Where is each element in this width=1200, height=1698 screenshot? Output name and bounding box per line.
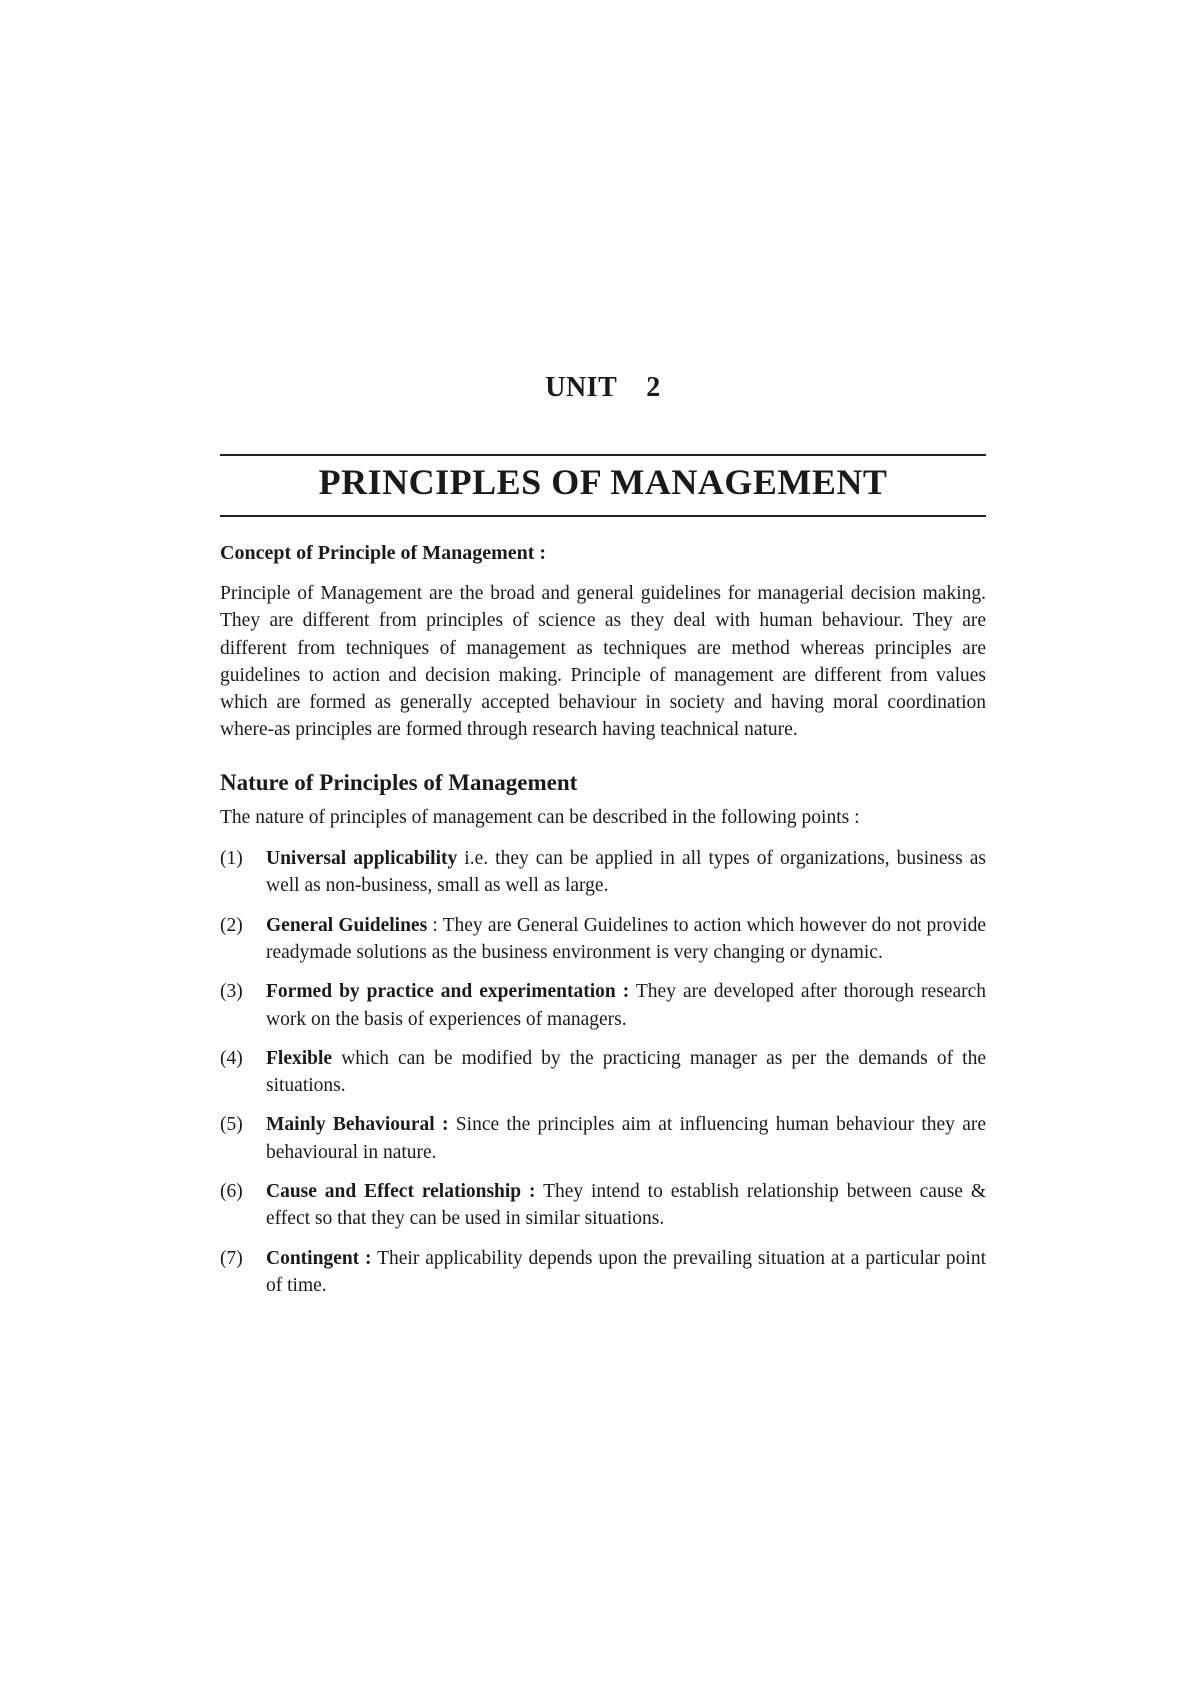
list-item	[220, 1111, 986, 1166]
point-number: (1)	[220, 848, 243, 870]
point-number: (2)	[220, 914, 243, 936]
title-rule-bottom	[220, 515, 986, 517]
point-text: : They are General Guidelines to action which however do not provide readymade solutions as the business environment is very changing or dynamic.	[266, 914, 987, 963]
point-number: (3)	[220, 981, 243, 1003]
list-item	[220, 1178, 986, 1233]
point-term: Universal applicability	[266, 848, 458, 870]
point-text: Since the principles aim at influencing human behaviour they are behavioural in nature.	[266, 1114, 987, 1163]
point-number: (4)	[220, 1047, 243, 1069]
unit-heading: UNIT 2	[545, 372, 661, 403]
point-text: Their applicability depends upon the prevailing situation at a particular point of time.	[266, 1247, 987, 1296]
chapter-title: PRINCIPLES OF MANAGEMENT	[318, 462, 888, 502]
title-rule-top	[220, 454, 986, 456]
nature-intro: The nature of principles of management can be described in the following points :	[220, 806, 860, 828]
point-term: Cause and Effect relationship :	[266, 1181, 536, 1203]
point-term: General Guidelines	[266, 914, 428, 936]
list-item	[220, 912, 986, 967]
point-term: Mainly Behavioural :	[266, 1114, 449, 1136]
list-item	[220, 1045, 986, 1100]
concept-heading: Concept of Principle of Management :	[220, 542, 547, 564]
page-content	[220, 540, 986, 1311]
point-text: i.e. they can be applied in all types of organizations, business as well as non-business, small as well as large.	[266, 848, 986, 897]
point-text: They are developed after thorough research work on the basis of experiences of managers.	[266, 981, 987, 1030]
point-term: Contingent :	[266, 1247, 372, 1269]
nature-heading: Nature of Principles of Management	[220, 769, 578, 795]
point-text: They intend to establish relationship between cause & effect so that they can be used in similar situations.	[266, 1181, 986, 1230]
concept-section	[220, 540, 986, 744]
concept-paragraph: Principle of Management are the broad and general guidelines for managerial decision making. They are different from principles of science as they deal with human behaviour. They are different from techniques of management as techniques are method whereas principles are guidelines to action and decision making. Principle of management are different from values which are formed as generally accepted behaviour in society and having moral coordination where-as principles are formed through research having teachnical nature.	[220, 583, 986, 741]
list-item	[220, 1245, 986, 1300]
point-number: (6)	[220, 1181, 243, 1203]
nature-points-list	[220, 845, 986, 1299]
point-text: which can be modified by the practicing manager as per the demands of the situations.	[266, 1047, 986, 1097]
list-item	[220, 845, 986, 900]
point-number: (7)	[220, 1247, 243, 1269]
point-term: Formed by practice and experimentation :	[266, 981, 630, 1003]
point-term: Flexible	[266, 1047, 333, 1069]
nature-section	[220, 768, 986, 1299]
point-number: (5)	[220, 1114, 243, 1136]
list-item	[220, 978, 986, 1033]
